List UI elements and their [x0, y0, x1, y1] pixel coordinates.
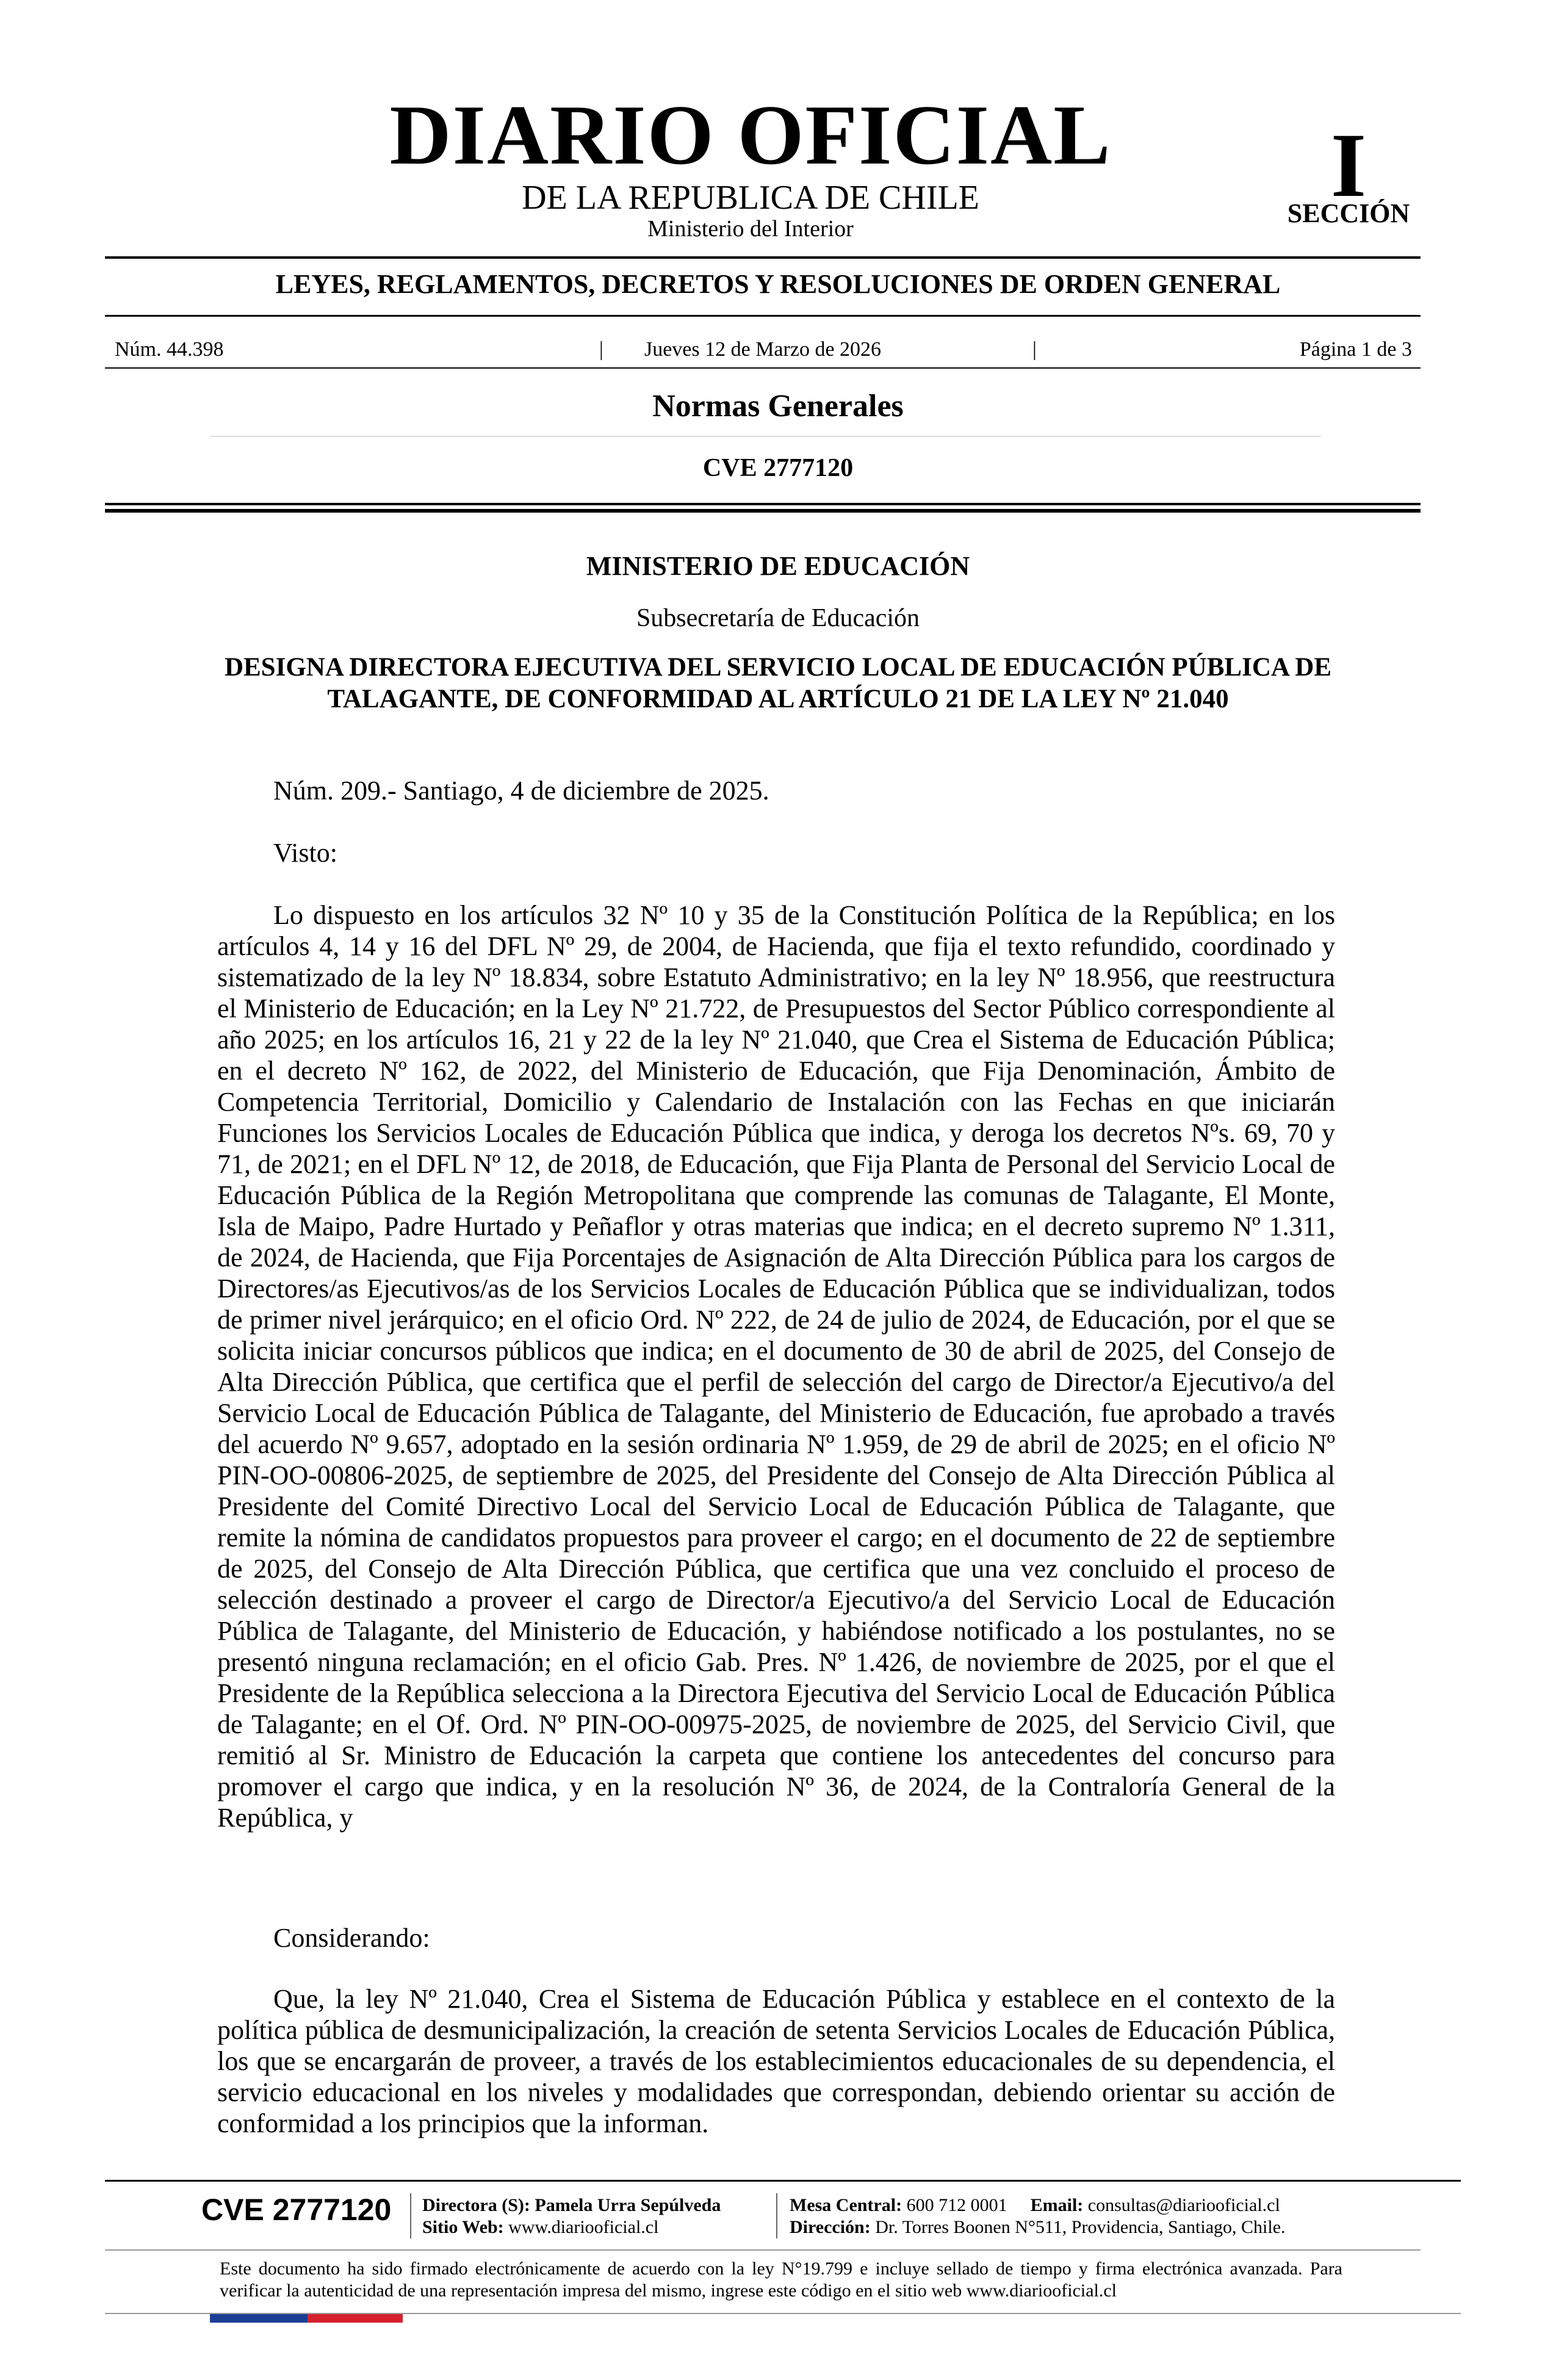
director-label: Directora (S):: [422, 2195, 530, 2215]
director-name: Pamela Urra Sepúlveda: [535, 2195, 721, 2215]
address-value: Dr. Torres Boonen N°511, Providencia, Santiago, Chile.: [875, 2217, 1286, 2237]
category-heading: LEYES, REGLAMENTOS, DECRETOS Y RESOLUCIONES DE ORDEN GENERAL: [275, 269, 1281, 299]
signature-notice: Este documento ha sido firmado electrónicamente de acuerdo con la ley N°19.799 e incluye sellado de tiempo y firma electrónica avanzada. Para verificar la autenticidad de una representación impresa del mismo, ingrese este código en el sitio web www.diariooficial.cl: [220, 2259, 1342, 2301]
masthead-title: DIARIO OFICIAL: [389, 88, 1112, 182]
footer-inner-divider: [105, 2249, 1421, 2251]
issue-meta-row: [105, 334, 1421, 365]
header-double-rule-bottom: [105, 509, 1421, 513]
masthead-subtitle: DE LA REPUBLICA DE CHILE: [522, 179, 979, 217]
footer-contact: [790, 2194, 1280, 2216]
flag-stripe-red: [308, 2314, 403, 2323]
meta-divider: [105, 367, 1421, 369]
considerando-paragraph: Que, la ley Nº 21.040, Crea el Sistema de Educación Pública y establece en el contexto de la política pública de desmunicipalización, la creación de setenta Servicios Locales de Educación Pública, los que se encargarán de proveer, a través de los establecimientos educacionales de su dependencia, el servicio educacional en los niveles y modalidades que correspondan, debiendo orientar su acción de conformidad a los principios que la informan.: [217, 1984, 1335, 2138]
meta-separator: |: [1032, 338, 1037, 361]
meta-separator: |: [599, 338, 603, 361]
footer-address: [790, 2216, 1286, 2238]
visto-label: Visto:: [273, 838, 337, 868]
decree-number-date: Núm. 209.- Santiago, 4 de diciembre de 2025.: [273, 776, 769, 806]
page-indicator: Página 1 de 3: [1299, 338, 1412, 361]
email-link[interactable]: consultas@diariooficial.cl: [1087, 2195, 1280, 2215]
footer-director: [422, 2194, 721, 2216]
masthead-ministry: Ministerio del Interior: [647, 216, 854, 242]
flag-stripe-blue: [210, 2314, 308, 2323]
email-label: Email:: [1030, 2195, 1084, 2215]
footer-divider: [105, 2180, 1461, 2182]
cve-code: CVE 2777120: [702, 454, 854, 482]
category-divider: [105, 315, 1421, 317]
website-link[interactable]: www.diariooficial.cl: [508, 2217, 659, 2237]
footer-separator: [410, 2193, 411, 2238]
footer-cve-code: CVE 2777120: [201, 2193, 392, 2227]
footer-separator: [776, 2193, 777, 2238]
section-label: SECCIÓN: [1287, 198, 1410, 228]
considerando-label: Considerando:: [273, 1923, 430, 1953]
masthead-divider: [105, 256, 1421, 259]
decree-ministry: MINISTERIO DE EDUCACIÓN: [586, 551, 970, 581]
normas-divider: [211, 436, 1321, 437]
footer-website: [422, 2216, 658, 2238]
mesa-label: Mesa Central:: [790, 2195, 902, 2215]
visto-paragraph: Lo dispuesto en los artículos 32 Nº 10 y 35 de la Constitución Política de la República; en los artículos 4, 14 y 16 del DFL Nº 29, de 2004, de Hacienda, que fija el texto refundido, coordinado y sistematizado de la ley Nº 18.834, sobre Estatuto Administrativo; en la ley Nº 18.956, que reestructura el Ministerio de Educación; en la Ley Nº 21.722, de Presupuestos del Sector Público correspondiente al año 2025; en los artículos 16, 21 y 22 de la ley Nº 21.040, que Crea el Sistema de Educación Pública; en el decreto Nº 162, de 2022, del Ministerio de Educación, que Fija Denominación, Ámbito de Competencia Territorial, Domicilio y Calendario de Instalación con las Fechas en que iniciarán Funciones los Servicios Locales de Educación Pública que indica, y deroga los decretos Nºs. 69, 70 y 71, de 2021; en el DFL Nº 12, de 2018, de Educación, que Fija Planta de Personal del Servicio Local de Educación Pública de la Región Metropolitana que comprende las comunas de Talagante, El Monte, Isla de Maipo, Padre Hurtado y Peñaflor y otras materias que indica; en el decreto supremo Nº 1.311, de 2024, de Hacienda, que Fija Porcentajes de Asignación de Alta Dirección Pública para los cargos de Directores/as Ejecutivos/as de los Servicios Locales de Educación Pública que se individualizan, todos de primer nivel jerárquico; en el oficio Ord. Nº 222, de 24 de julio de 2024, de Educación, por el que se solicita iniciar concursos públicos que indica; en el documento de 30 de abril de 2025, del Consejo de Alta Dirección Pública, que certifica que el perfil de selección del cargo de Director/a Ejecutivo/a del Servicio Local de Educación Pública de Talagante, del Ministerio de Educación, fue aprobado a través del acuerdo Nº 9.657, adoptado en la sesión ordinaria Nº 1.959, de 29 de abril de 2025; en el oficio Nº PIN-OO-00806-2025, de septiembre de 2025, del Presidente del Consejo de Alta Dirección Pública al Presidente del Comité Directivo Local del Servicio Local de Educación Pública de Talagante, que remite la nómina de candidatos propuestos para proveer el cargo; en el documento de 22 de septiembre de 2025, del Consejo de Alta Dirección Pública, que certifica que una vez concluido el proceso de selección destinado a proveer el cargo de Director/a Ejecutivo/a del Servicio Local de Educación Pública de Talagante, del Ministerio de Educación, y habiéndose notificado a los postulantes, no se presentó ninguna reclamación; en el oficio Gab. Pres. Nº 1.426, de noviembre de 2025, por el que el Presidente de la República selecciona a la Directora Ejecutiva del Servicio Local de Educación Pública de Talagante; en el Of. Ord. Nº PIN-OO-00975-2025, de noviembre de 2025, del Servicio Civil, que remitió al Sr. Ministro de Educación la carpeta que contiene los antecedentes del concurso para promover el cargo que indica, y en la resolución Nº 36, de 2024, de la Contraloría General de la República, y: [217, 900, 1335, 1833]
decree-title: DESIGNA DIRECTORA EJECUTIVA DEL SERVICIO LOCAL DE EDUCACIÓN PÚBLICA DE TALAGANTE, DE CONFORMIDAD AL ARTÍCULO 21 DE LA LEY Nº 21.040: [224, 653, 1332, 713]
website-label: Sitio Web:: [422, 2217, 504, 2237]
header-double-rule-top: [105, 503, 1421, 505]
address-label: Dirección:: [790, 2217, 871, 2237]
issue-number: Núm. 44.398: [115, 338, 224, 361]
section-number: I: [1330, 115, 1367, 216]
mesa-phone: 600 712 0001: [906, 2195, 1007, 2215]
section-title: Normas Generales: [652, 389, 904, 424]
issue-date: Jueves 12 de Marzo de 2026: [644, 338, 882, 361]
decree-subsecretaria: Subsecretaría de Educación: [636, 604, 920, 632]
